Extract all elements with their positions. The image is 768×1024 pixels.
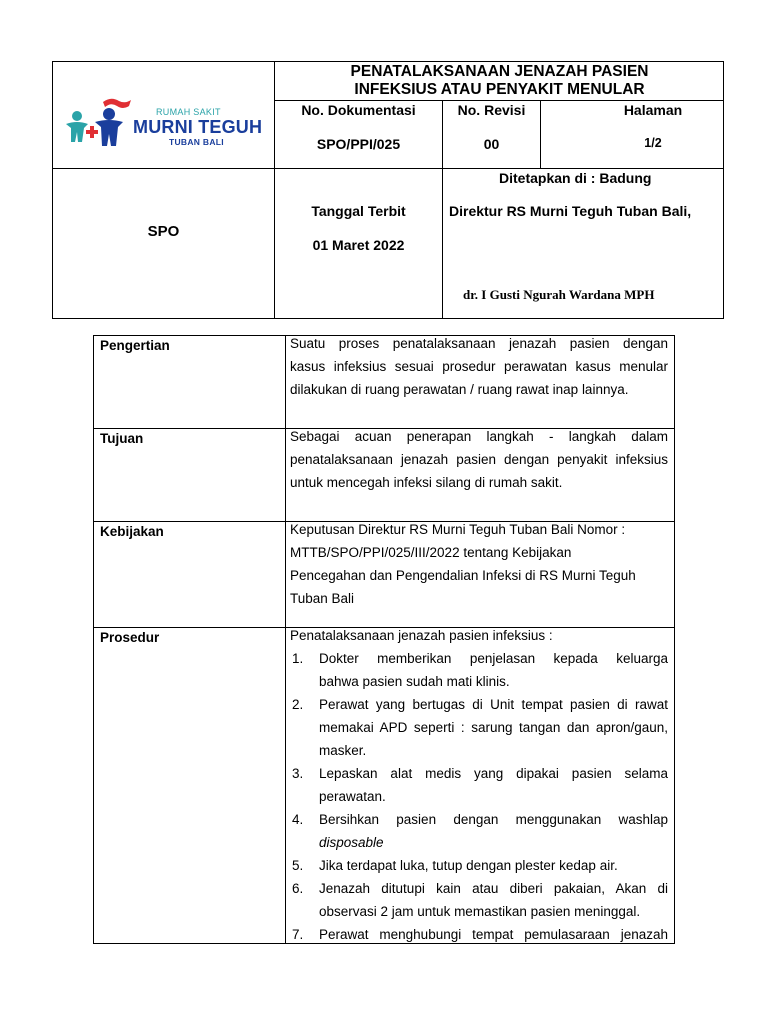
step-number: 4. xyxy=(292,812,304,827)
title-line-1: PENATALAKSANAAN JENAZAH PASIEN xyxy=(350,63,649,80)
step-text: Dokter memberikan penjelasan kepada keluarga xyxy=(319,651,668,666)
step-number: 5. xyxy=(292,858,304,873)
hospital-logo xyxy=(63,92,268,152)
step-text: Perawat menghubungi tempat pemulasaraan jenazah xyxy=(319,927,668,942)
step-text: bahwa pasien sudah mati klinis. xyxy=(319,674,510,689)
pengertian-label: Pengertian xyxy=(100,338,170,353)
document-title xyxy=(275,63,724,99)
list-item xyxy=(290,854,668,877)
set-at-text: Ditetapkan di : Badung xyxy=(499,170,652,186)
text-line: Tuban Bali xyxy=(290,591,355,606)
step-text: memakai APD seperti : sarung tangan dan apron/gaun, xyxy=(319,720,668,735)
spo-label: SPO xyxy=(147,223,180,240)
step-text: observasi 2 jam untuk memastikan pasien meninggal. xyxy=(319,904,641,919)
doc-number-label: No. Dokumentasi xyxy=(301,102,416,118)
list-item xyxy=(290,762,668,808)
logo-line-1: RUMAH SAKIT xyxy=(156,107,221,117)
issue-date-label: Tanggal Terbit xyxy=(311,203,406,219)
tujuan-text xyxy=(290,425,668,494)
doc-number-value: SPO/PPI/025 xyxy=(316,136,401,152)
document-header-table xyxy=(52,61,724,319)
step-text: perawatan. xyxy=(319,789,386,804)
step-text: Lepaskan alat medis yang dipakai pasien selama xyxy=(319,766,668,781)
text-line: untuk mencegah infeksi silang di rumah sakit. xyxy=(290,475,563,490)
logo-line-2: MURNI TEGUH xyxy=(133,117,263,137)
step-number: 1. xyxy=(292,651,304,666)
tujuan-label: Tujuan xyxy=(100,431,144,446)
procedure-intro: Penatalaksanaan jenazah pasien infeksius : xyxy=(290,628,553,643)
pengertian-text xyxy=(290,332,668,401)
step-number: 2. xyxy=(292,697,304,712)
text-line: dilakukan di ruang perawatan / ruang rawat inap lainnya. xyxy=(290,382,629,397)
director-name: dr. I Gusti Ngurah Wardana MPH xyxy=(463,287,655,302)
page-label: Halaman xyxy=(623,102,683,118)
list-item xyxy=(290,647,668,693)
prosedur-label: Prosedur xyxy=(100,630,160,645)
step-text: Bersihkan pasien dengan menggunakan washlap xyxy=(319,812,668,827)
step-number: 6. xyxy=(292,881,304,896)
step-text: Perawat yang bertugas di Unit tempat pasien di rawat xyxy=(319,697,668,712)
step-text: disposable xyxy=(319,835,384,850)
kebijakan-label: Kebijakan xyxy=(100,524,164,539)
hospital-logo-icon xyxy=(63,92,133,152)
text-line: Keputusan Direktur RS Murni Teguh Tuban Bali Nomor : xyxy=(290,522,626,537)
kebijakan-text xyxy=(290,518,668,610)
list-item xyxy=(290,877,668,923)
prosedur-text xyxy=(290,624,668,946)
step-text: Jenazah ditutupi kain atau diberi pakaian, Akan di xyxy=(319,881,668,896)
text-line: Sebagai acuan penerapan langkah - langkah dalam xyxy=(290,429,668,444)
step-number: 3. xyxy=(292,766,304,781)
step-text: Jika terdapat luka, tutup dengan plester kedap air. xyxy=(319,858,618,873)
revision-value: 00 xyxy=(483,136,500,152)
procedure-steps xyxy=(290,647,668,946)
list-item xyxy=(290,693,668,762)
page-value: 1/2 xyxy=(644,136,662,150)
title-line-2: INFEKSIUS ATAU PENYAKIT MENULAR xyxy=(354,81,645,98)
text-line: Pencegahan dan Pengendalian Infeksi di RS Murni Teguh xyxy=(290,568,636,583)
logo-line-3: TUBAN BALI xyxy=(169,137,224,147)
text-line: MTTB/SPO/PPI/025/III/2022 tentang Kebijakan xyxy=(290,545,572,560)
text-line: Suatu proses penatalaksanaan jenazah pasien dengan xyxy=(290,336,668,351)
text-line: penatalaksanaan jenazah pasien dengan penyakit infeksius xyxy=(290,452,668,467)
revision-label: No. Revisi xyxy=(457,102,526,118)
issue-date-value: 01 Maret 2022 xyxy=(312,237,405,253)
procedure-table xyxy=(93,335,675,944)
list-item xyxy=(290,923,668,946)
list-item xyxy=(290,808,668,854)
director-title: Direktur RS Murni Teguh Tuban Bali, xyxy=(449,203,692,219)
text-line: kasus infeksius sesuai prosedur perawatan kasus menular xyxy=(290,359,668,374)
step-text: masker. xyxy=(319,743,367,758)
step-number: 7. xyxy=(292,927,304,942)
